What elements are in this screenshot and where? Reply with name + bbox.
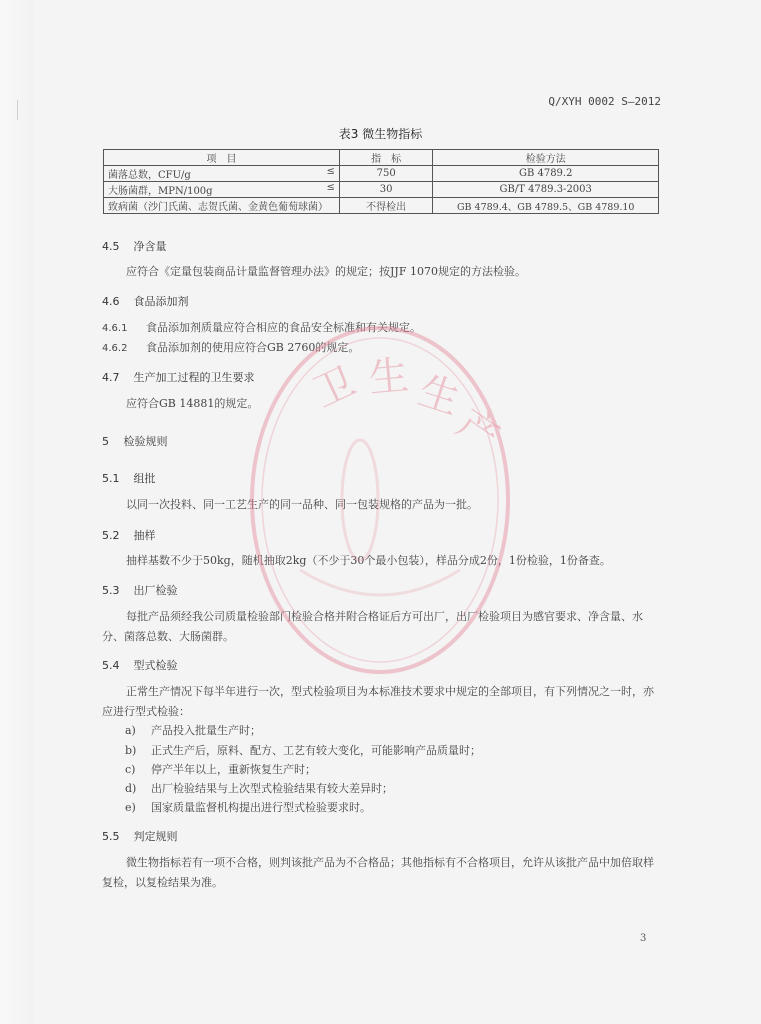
table-header-row	[104, 150, 659, 166]
section-heading-4-6	[102, 293, 189, 309]
operator: ≤	[326, 182, 335, 193]
clause-text: 食品添加剂的使用应符合GB 2760的规定。	[146, 341, 360, 354]
paragraph-4-7: 应符合GB 14881的规定。	[126, 397, 259, 410]
table-cell-method: GB 4789.2	[433, 166, 659, 182]
list-item	[125, 722, 261, 738]
section-heading-4-7	[102, 369, 255, 385]
table-row	[104, 182, 659, 198]
list-item	[125, 799, 371, 815]
table-caption: 表3 微生物指标	[338, 127, 423, 141]
page-number: 3	[640, 933, 647, 944]
section-heading-4-5	[102, 238, 167, 254]
section-title: 食品添加剂	[133, 295, 189, 308]
scan-mark	[17, 100, 18, 120]
list-item	[125, 742, 481, 758]
table-header: 项 目	[104, 150, 340, 166]
list-marker: a)	[125, 724, 136, 737]
section-number: 4.6	[102, 295, 120, 308]
clause-number: 4.6.1	[102, 323, 128, 334]
section-number: 5.4	[102, 659, 120, 672]
paragraph-5-1: 以同一次投料、同一工艺生产的同一品种、同一包装规格的产品为一批。	[126, 498, 478, 511]
table-header: 指 标	[339, 150, 433, 166]
clause-text: 食品添加剂质量应符合相应的食品安全标准和有关规定。	[146, 321, 421, 334]
section-heading-5-4	[102, 657, 178, 673]
section-number: 5	[102, 435, 109, 448]
paragraph-4-6-1	[102, 318, 662, 339]
svg-text:生: 生	[412, 367, 466, 424]
list-item	[125, 761, 316, 777]
table-cell-method: GB 4789.4、GB 4789.5、GB 4789.10	[433, 198, 659, 214]
section-number: 4.7	[102, 371, 120, 384]
list-text: 停产半年以上，重新恢复生产时；	[151, 763, 316, 776]
section-title: 净含量	[133, 240, 167, 253]
table-cell-item	[104, 182, 340, 198]
section-title: 抽样	[133, 529, 156, 542]
section-heading-5-2	[102, 527, 156, 543]
section-title: 出厂检验	[133, 584, 178, 597]
section-title: 生产加工过程的卫生要求	[133, 371, 255, 384]
list-text: 国家质量监督机构提出进行型式检验要求时。	[151, 801, 371, 814]
section-title: 判定规则	[133, 830, 178, 843]
paragraph-4-5: 应符合《定量包装商品计量监督管理办法》的规定；按JJF 1070规定的方法检验。	[126, 265, 526, 278]
clause-number: 4.6.2	[102, 343, 128, 354]
table-cell-method: GB/T 4789.3-2003	[433, 182, 659, 198]
list-text: 产品投入批量生产时；	[151, 724, 261, 737]
table-cell-value: 30	[339, 182, 433, 198]
section-heading-5-5	[102, 828, 178, 844]
item-name: 致病菌（沙门氏菌、志贺氏菌、金黄色葡萄球菌）	[108, 202, 328, 213]
section-heading-5-3	[102, 582, 178, 598]
table-cell-value: 不得检出	[339, 198, 433, 214]
svg-text:卫: 卫	[306, 358, 363, 418]
list-text: 正式生产后，原料、配方、工艺有较大变化，可能影响产品质量时；	[151, 744, 481, 757]
table-cell-item	[104, 198, 340, 214]
paragraph-4-6-2	[102, 338, 662, 359]
section-number: 5.5	[102, 830, 120, 843]
item-name: 菌落总数，CFU/g	[108, 170, 191, 181]
operator: ≤	[326, 166, 335, 177]
document-code: Q/XYH 0002 S—2012	[548, 95, 661, 108]
table-row	[104, 198, 659, 214]
microbiology-table	[103, 149, 659, 214]
section-number: 5.2	[102, 529, 120, 542]
table-cell-item	[104, 166, 340, 182]
paragraph-5-2: 抽样基数不少于50kg，随机抽取2kg（不少于30个最小包装），样品分成2份，1份检验，1份备查。	[126, 554, 611, 567]
section-title: 型式检验	[133, 659, 178, 672]
section-heading-5	[102, 433, 168, 449]
item-name: 大肠菌群，MPN/100g	[108, 186, 213, 197]
list-item	[125, 780, 393, 796]
svg-text:产: 产	[448, 400, 508, 462]
paragraph-5-5: 微生物指标若有一项不合格，则判该批产品为不合格品；其他指标有不合格项目，允许从该批产品中加倍取样复检，以复检结果为准。	[102, 856, 654, 889]
section-number: 5.1	[102, 472, 120, 485]
list-marker: e)	[125, 801, 136, 814]
table-cell-value: 750	[339, 166, 433, 182]
paragraph-5-4: 正常生产情况下每半年进行一次，型式检验项目为本标准技术要求中规定的全部项目，有下列情况之一时，亦应进行型式检验：	[102, 685, 654, 718]
section-number: 5.3	[102, 584, 120, 597]
section-title: 组批	[133, 472, 156, 485]
paragraph-5-3: 每批产品须经我公司质量检验部门检验合格并附合格证后方可出厂，出厂检验项目为感官要求、净含量、水分、菌落总数、大肠菌群。	[102, 610, 643, 643]
list-marker: b)	[125, 744, 137, 757]
table-header: 检验方法	[433, 150, 659, 166]
list-text: 出厂检验结果与上次型式检验结果有较大差异时；	[151, 782, 393, 795]
svg-text:生: 生	[366, 352, 411, 402]
section-title: 检验规则	[123, 435, 168, 448]
section-number: 4.5	[102, 240, 120, 253]
list-marker: d)	[125, 782, 137, 795]
scan-edge	[0, 0, 34, 1024]
list-marker: c)	[125, 763, 136, 776]
section-heading-5-1	[102, 470, 156, 486]
table-row	[104, 166, 659, 182]
